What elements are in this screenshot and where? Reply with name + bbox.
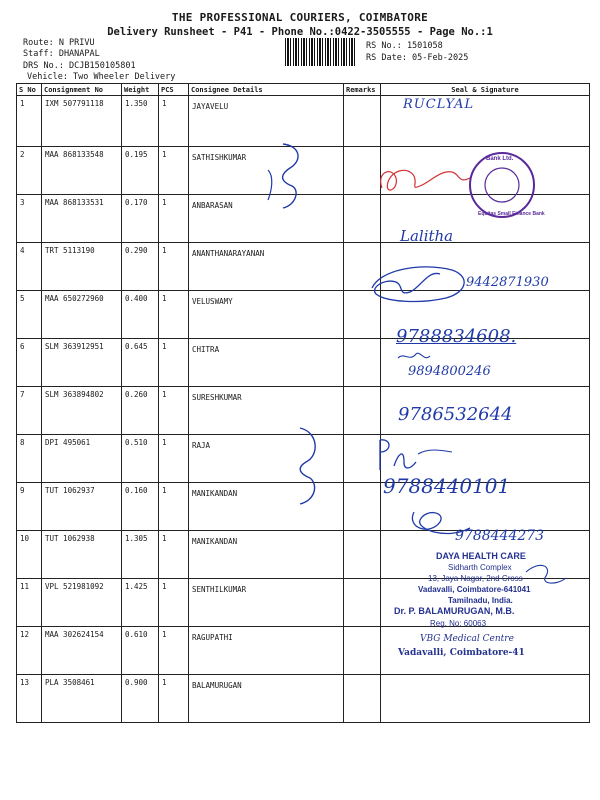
delivery-table bbox=[16, 83, 590, 723]
table-row bbox=[17, 96, 590, 147]
col-signature: Seal & Signature bbox=[381, 84, 590, 96]
signature-row-5: 9442871930 bbox=[466, 275, 549, 290]
cell-pcs: 1 bbox=[159, 435, 189, 483]
cell-weight: 0.400 bbox=[122, 291, 159, 339]
cell-consignment: SLM 363894802 bbox=[42, 387, 122, 435]
cell-consignee: JAYAVELU bbox=[189, 96, 344, 147]
cell-sno: 6 bbox=[17, 339, 42, 387]
signature-row-1: RUCLYAL bbox=[403, 97, 475, 112]
clinic-stamp-name: DAYA HEALTH CARE bbox=[436, 551, 526, 561]
cell-sno: 5 bbox=[17, 291, 42, 339]
cell-pcs: 1 bbox=[159, 483, 189, 531]
cell-sno: 12 bbox=[17, 627, 42, 675]
cell-consignee: ANBARASAN bbox=[189, 195, 344, 243]
cell-weight: 0.645 bbox=[122, 339, 159, 387]
cell-sno: 13 bbox=[17, 675, 42, 723]
cell-weight: 1.305 bbox=[122, 531, 159, 579]
signature-row-11: 9788444273 bbox=[455, 528, 545, 544]
cell-consignee: VELUSWAMY bbox=[189, 291, 344, 339]
cell-weight: 1.350 bbox=[122, 96, 159, 147]
cell-remarks bbox=[344, 291, 381, 339]
cell-consignment: MAA 650272960 bbox=[42, 291, 122, 339]
clinic-stamp-centre: VBG Medical Centre bbox=[420, 634, 514, 644]
col-consignment: Consignment No bbox=[42, 84, 122, 96]
cell-consignee: SENTHILKUMAR bbox=[189, 579, 344, 627]
clinic-stamp-reg: Reg. No: 60063 bbox=[430, 619, 487, 628]
table-row bbox=[17, 147, 590, 195]
cell-pcs: 1 bbox=[159, 195, 189, 243]
cell-consignment: MAA 868133531 bbox=[42, 195, 122, 243]
cell-weight: 0.160 bbox=[122, 483, 159, 531]
cell-weight: 0.510 bbox=[122, 435, 159, 483]
col-weight: Weight bbox=[122, 84, 159, 96]
cell-pcs: 1 bbox=[159, 627, 189, 675]
cell-weight: 0.170 bbox=[122, 195, 159, 243]
cell-consignment: MAA 868133548 bbox=[42, 147, 122, 195]
cell-remarks bbox=[344, 387, 381, 435]
clinic-stamp-line4: Tamilnadu, India. bbox=[448, 596, 513, 605]
cell-sno: 1 bbox=[17, 96, 42, 147]
cell-pcs: 1 bbox=[159, 96, 189, 147]
cell-sno: 2 bbox=[17, 147, 42, 195]
cell-sno: 9 bbox=[17, 483, 42, 531]
cell-weight: 0.900 bbox=[122, 675, 159, 723]
runsheet-subtitle: Delivery Runsheet - P41 - Phone No.:0422-3505555 - Page No.:1 bbox=[107, 26, 493, 38]
cell-consignee: SURESHKUMAR bbox=[189, 387, 344, 435]
cell-weight: 0.260 bbox=[122, 387, 159, 435]
bank-stamp-line2: Equitas Small Finance Bank bbox=[478, 211, 545, 217]
cell-pcs: 1 bbox=[159, 339, 189, 387]
cell-sno: 10 bbox=[17, 531, 42, 579]
table-row bbox=[17, 675, 590, 723]
route-label: Route: N PRIVU bbox=[23, 38, 95, 48]
cell-weight: 0.610 bbox=[122, 627, 159, 675]
cell-pcs: 1 bbox=[159, 387, 189, 435]
col-remarks: Remarks bbox=[344, 84, 381, 96]
cell-pcs: 1 bbox=[159, 243, 189, 291]
cell-remarks bbox=[344, 435, 381, 483]
cell-signature bbox=[381, 675, 590, 723]
col-pcs: PCS bbox=[159, 84, 189, 96]
cell-weight: 0.290 bbox=[122, 243, 159, 291]
table-header-row bbox=[17, 84, 590, 96]
clinic-stamp-line2: 13, Jaya Nagar, 2nd Cross bbox=[428, 574, 523, 583]
cell-remarks bbox=[344, 339, 381, 387]
vehicle-label: Vehicle: Two Wheeler Delivery bbox=[27, 72, 176, 82]
cell-consignee: MANIKANDAN bbox=[189, 483, 344, 531]
cell-consignee: CHITRA bbox=[189, 339, 344, 387]
cell-consignee: RAJA bbox=[189, 435, 344, 483]
clinic-stamp-city: Vadavalli, Coimbatore-41 bbox=[398, 648, 525, 658]
cell-sno: 3 bbox=[17, 195, 42, 243]
cell-remarks bbox=[344, 579, 381, 627]
cell-remarks bbox=[344, 531, 381, 579]
cell-sno: 8 bbox=[17, 435, 42, 483]
cell-pcs: 1 bbox=[159, 675, 189, 723]
cell-pcs: 1 bbox=[159, 291, 189, 339]
cell-remarks bbox=[344, 96, 381, 147]
cell-consignee: ANANTHANARAYANAN bbox=[189, 243, 344, 291]
cell-signature bbox=[381, 147, 590, 195]
cell-consignment: DPI 495061 bbox=[42, 435, 122, 483]
bank-stamp-line1: Bank Ltd. bbox=[486, 156, 514, 162]
cell-remarks bbox=[344, 243, 381, 291]
cell-consignment: MAA 302624154 bbox=[42, 627, 122, 675]
cell-remarks bbox=[344, 195, 381, 243]
cell-consignment: PLA 3508461 bbox=[42, 675, 122, 723]
cell-remarks bbox=[344, 483, 381, 531]
runsheet-title: THE PROFESSIONAL COURIERS, COIMBATORE bbox=[171, 11, 429, 24]
cell-sno: 11 bbox=[17, 579, 42, 627]
cell-pcs: 1 bbox=[159, 531, 189, 579]
cell-pcs: 1 bbox=[159, 147, 189, 195]
cell-consignment: TRT 5113190 bbox=[42, 243, 122, 291]
cell-remarks bbox=[344, 147, 381, 195]
col-consignee: Consignee Details bbox=[189, 84, 344, 96]
barcode bbox=[285, 38, 357, 66]
table-row bbox=[17, 195, 590, 243]
clinic-stamp-line3: Vadavalli, Coimbatore-641041 bbox=[418, 585, 531, 594]
signature-row-8: 9786532644 bbox=[398, 404, 513, 425]
cell-consignee: BALAMURUGAN bbox=[189, 675, 344, 723]
drs-number: DRS No.: DCJB150105801 bbox=[23, 61, 136, 71]
signature-row-6: 9788834608. bbox=[396, 326, 517, 347]
cell-consignment: IXM 507791118 bbox=[42, 96, 122, 147]
staff-label: Staff: DHANAPAL bbox=[23, 49, 100, 59]
cell-sno: 4 bbox=[17, 243, 42, 291]
col-sno: S No bbox=[17, 84, 42, 96]
rs-date: RS Date: 05-Feb-2025 bbox=[366, 53, 469, 63]
signature-row-10: 9788440101 bbox=[383, 474, 511, 498]
cell-consignee: MANIKANDAN bbox=[189, 531, 344, 579]
cell-consignment: TUT 1062938 bbox=[42, 531, 122, 579]
signature-row-4: Lalitha bbox=[400, 227, 454, 245]
clinic-stamp-doctor: Dr. P. BALAMURUGAN, M.B. bbox=[394, 606, 515, 616]
cell-pcs: 1 bbox=[159, 579, 189, 627]
cell-remarks bbox=[344, 675, 381, 723]
cell-consignment: VPL 521981092 bbox=[42, 579, 122, 627]
clinic-stamp-line1: Sidharth Complex bbox=[448, 563, 512, 572]
cell-consignee: SATHISHKUMAR bbox=[189, 147, 344, 195]
cell-sno: 7 bbox=[17, 387, 42, 435]
cell-consignment: TUT 1062937 bbox=[42, 483, 122, 531]
cell-weight: 0.195 bbox=[122, 147, 159, 195]
cell-weight: 1.425 bbox=[122, 579, 159, 627]
signature-row-7: 9894800246 bbox=[408, 364, 491, 379]
cell-remarks bbox=[344, 627, 381, 675]
cell-consignee: RAGUPATHI bbox=[189, 627, 344, 675]
rs-number: RS No.: 1501058 bbox=[366, 41, 443, 51]
cell-consignment: SLM 363912951 bbox=[42, 339, 122, 387]
